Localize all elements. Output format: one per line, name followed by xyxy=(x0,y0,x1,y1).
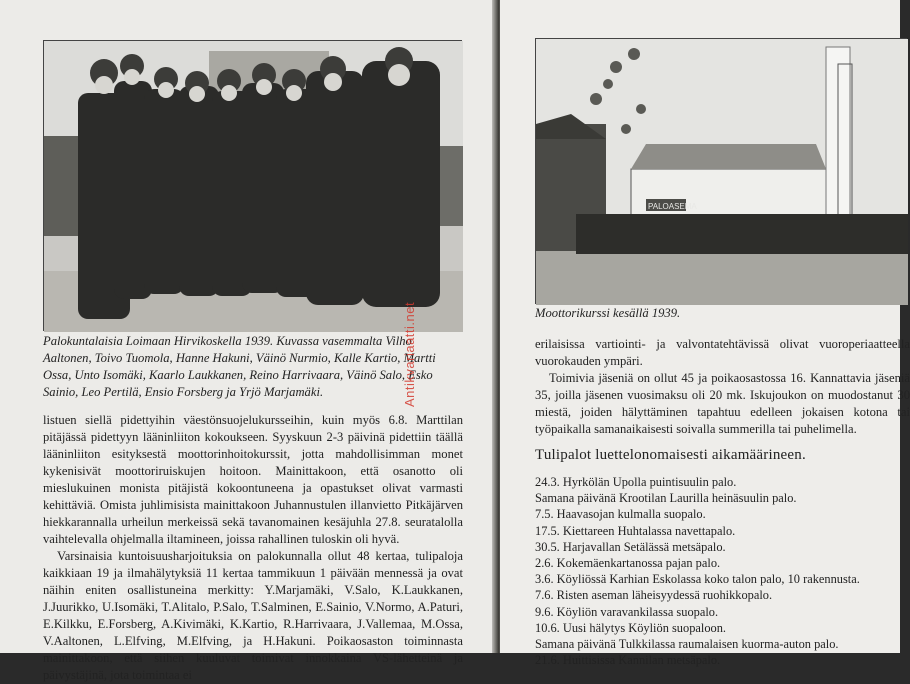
right-page xyxy=(500,0,910,668)
list-item: 21.6. Huittisissa Kannilan metsäpalo. xyxy=(535,653,721,668)
photo-caption: Moottorikurssi kesällä 1939. xyxy=(535,306,681,320)
list-item: 17.5. Kiettareen Huhtalassa navettapalo. xyxy=(535,523,736,538)
photo-fire-station-icon xyxy=(536,39,908,305)
list-item: 7.6. Risten aseman läheisyydessä ruohikkopalo. xyxy=(535,588,773,603)
fire-list xyxy=(535,474,905,668)
list-item: 3.6. Köyliössä Karhian Eskolassa koko talon palo, 10 rakennusta. xyxy=(535,572,860,587)
paragraph: Varsinaisia kuntoisuusharjoituksia on palokunnalla ollut 48 kertaa, tulipaloja kaikkiaan 19 ja ilmahälytyksiä 11 kertaa tammikuun 1 päivään mennessä ja ovat näihin eniten osallistuneina merkitty: Y.Marjamäki, V.Salo, K.Laukkanen, J.Juurikko, U.Isomäki, T.Alitalo, P.Salo, T.Salminen, E.Sainio, V.Normo, A.Paturi, E.Kilkku, E.Forsberg, A.Kivimäki, K.Kartio, R.Harrivaara, J.Vallemaa, M.Ossa, V.Aaltonen, L.Elfving, M.Elfving, ja H.Hakuni. Poikaosaston toiminnasta mainittakoon, että siihen kuuluvat toimivat innokkaina VS-lähetteinä ja päivystäjinä, jota toimintaa ei xyxy=(43,549,463,682)
list-item: 10.6. Uusi hälytys Köyliön suopaloon. xyxy=(535,620,727,635)
list-item: 9.6. Köyliön varavankilassa suopalo. xyxy=(535,604,719,619)
list-item: 7.5. Haavasojan kulmalla suopalo. xyxy=(535,507,706,522)
list-item: 30.5. Harjavallan Setälässä metsäpalo. xyxy=(535,539,726,554)
fire-station-photo xyxy=(535,38,907,304)
svg-text:PALOASEMA: PALOASEMA xyxy=(648,202,697,211)
paragraph: erilaisissa vartiointi- ja valvontatehtävissä olivat vuoroperiaatteella vuorokauden ympäri. xyxy=(535,337,910,368)
list-item: 24.3. Hyrkölän Upolla puintisuulin palo. xyxy=(535,475,737,489)
paragraph: Toimivia jäseniä on ollut 45 ja poikaosastossa 16. Kannattavia jäseniä 35, joilla jäsenen vuosimaksu oli 20 mk. Iskujoukon on muodostanut 30 miestä, joiden hälyttäminen tapahtuu edelleen jokaisen kotona tai työpaikalla samanaikaisesti soivalla summerilla tai puhelimella. xyxy=(535,371,910,436)
left-body-text xyxy=(43,412,463,684)
photo-caption: Palokuntalaisia Loimaan Hirvikoskella 1939. Kuvassa vasemmalta Vilho Aaltonen, Toivo Tuomola, Hanne Hakuni, Väinö Nurmio, Kalle Kartio, Martti Ossa, Unto Isomäki, Kaarlo Laukkanen, Reino Harrivaara, Väinö Salo, Esko Sainio, Leo Pertilä, Ensio Forsberg ja Yrjö Marjamäki. xyxy=(43,334,436,399)
watermark xyxy=(397,245,417,410)
list-item: 2.6. Kokemäenkartanossa pajan palo. xyxy=(535,556,721,571)
right-body-text xyxy=(535,336,910,438)
list-item: Samana päivänä Krootilan Laurilla heinäsuulin palo. xyxy=(535,491,797,506)
paragraph: listuen siellä pidettyihin väestönsuojelukursseihin, kuin myös 6.8. Marttilan pitäjässä pidettyyn lääninliiton kokoukseen. Syyskuun 2-3 päivinä pidettiin täällä lääninliiton esityksestä moottorinhoitokurssit, jotta mahdollisimman monet kykenisivät moottoriruiskujen hoitoon. Mainittakoon, että osanotto oli mieslukuinen monista pitäjistä kokoontuneena ja opastukset olivat varmasti kehittäviä. Omista juhlimisista mainittakoon Juhannustulen illanvietto Pitkäjärven hiekkarannalla urheilun merkeissä sekä tavanomainen kesäjuhla 27.8. seuratalolla vaihtelevalla ohjelmalla iltamineen, joissa rahallinen tuloskin oli hyvä. xyxy=(43,413,463,546)
watermark-text: Antikvariaatti.net xyxy=(402,301,417,407)
section-heading: Tulipalot luettelonomaisesti aikamäärineen. xyxy=(535,447,806,463)
list-item: Samana päivänä Tulkkilassa raumalaisen kuorma-auton palo. xyxy=(535,637,839,652)
